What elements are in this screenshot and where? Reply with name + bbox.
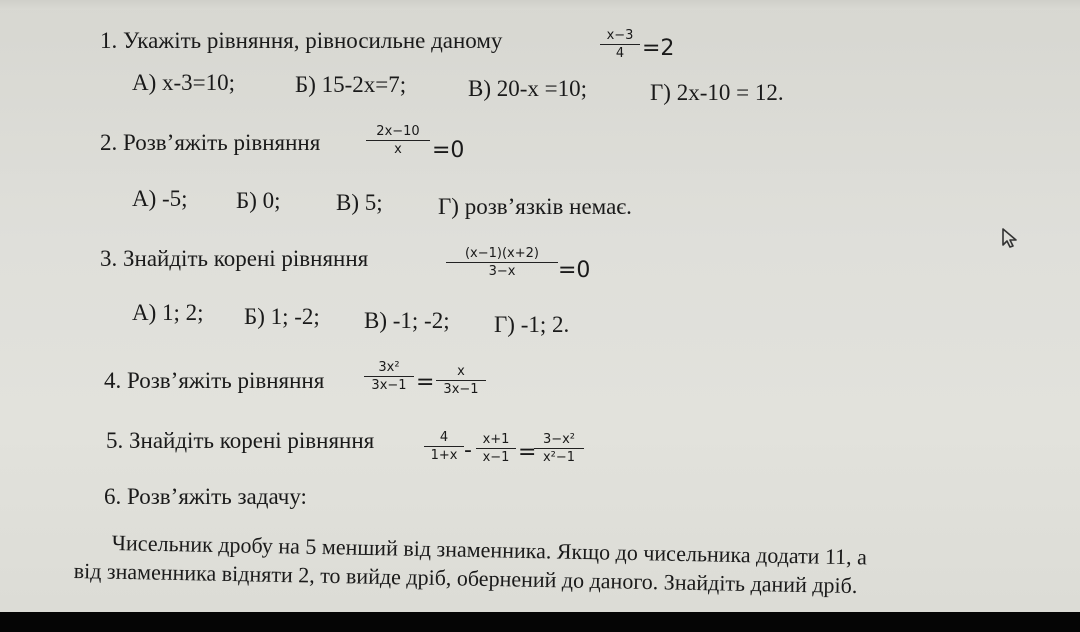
question-2-text: 2. Розв’яжіть рівняння (100, 130, 321, 155)
question-2-fraction (366, 124, 430, 157)
fraction-bar (600, 44, 640, 45)
fraction-denominator: 3x−1 (371, 378, 407, 393)
fraction-bar (364, 376, 414, 377)
q2-option-b: Б) 0; (236, 188, 281, 213)
fraction-denominator: x²−1 (542, 450, 576, 465)
question-5-minus: - (464, 438, 472, 463)
q3-option-c: В) -1; -2; (364, 308, 450, 333)
fraction-denominator: 4 (615, 46, 625, 61)
problem-text-line-2: від знаменника відняти 2, то вийде дріб, обернений до даного. Знайдіть даний дріб. (73, 558, 858, 599)
question-4-text: 4. Розв’яжіть рівняння (104, 368, 325, 393)
bottom-dark-edge (0, 612, 1080, 632)
q3-option-b: Б) 1; -2; (244, 304, 320, 329)
fraction-bar (424, 446, 464, 447)
fraction-bar (436, 380, 486, 381)
q3-option-a: А) 1; 2; (132, 300, 204, 325)
question-6-text: 6. Розв’яжіть задачу: (104, 484, 307, 509)
fraction-numerator: x (457, 364, 465, 379)
q3-option-d: Г) -1; 2. (494, 312, 570, 337)
fraction-denominator: 3x−1 (443, 382, 479, 397)
q2-option-c: В) 5; (336, 190, 383, 215)
top-edge (0, 0, 1080, 10)
q1-option-c: В) 20-х =10; (468, 76, 588, 101)
question-3-text: 3. Знайдіть корені рівняння (100, 246, 369, 271)
question-3-rhs: =0 (558, 258, 591, 283)
question-5-fraction-1 (424, 430, 464, 463)
q1-option-a: А) х-3=10; (132, 70, 236, 95)
fraction-numerator: 3x² (378, 360, 400, 375)
fraction-bar (446, 262, 558, 263)
q2-option-a: А) -5; (132, 186, 188, 211)
fraction-numerator: 4 (439, 430, 449, 445)
fraction-numerator: 2x−10 (376, 124, 420, 139)
fraction-denominator: x−1 (482, 450, 510, 465)
fraction-numerator: x−3 (606, 28, 634, 43)
q2-option-d: Г) розв’язків немає. (438, 194, 632, 219)
mouse-cursor-icon (1000, 226, 1022, 250)
question-4-fraction-left (364, 360, 414, 393)
question-4-fraction-right (436, 364, 486, 397)
question-5-fraction-2 (476, 432, 516, 465)
fraction-numerator: 3−x² (542, 432, 576, 447)
fraction-denominator: x (394, 142, 402, 157)
question-5-equals: = (518, 440, 537, 465)
question-5-text: 5. Знайдіть корені рівняння (106, 428, 375, 453)
fraction-bar (366, 140, 430, 141)
question-4-equals: = (416, 370, 435, 395)
fraction-bar (534, 448, 584, 449)
question-2-rhs: =0 (432, 138, 465, 163)
fraction-numerator: x+1 (482, 432, 510, 447)
question-1-fraction (600, 28, 640, 61)
problem-text-line-1: Чисельник дробу на 5 менший від знаменника. Якщо до чисельника додати 11, а (111, 530, 868, 570)
fraction-bar (476, 448, 516, 449)
question-5-fraction-3 (534, 432, 584, 465)
fraction-denominator: 3−x (488, 264, 516, 279)
question-3-fraction (446, 246, 558, 279)
fraction-numerator: (x−1)(x+2) (464, 246, 539, 261)
question-1-text: 1. Укажіть рівняння, рівносильне даному (100, 28, 503, 53)
q1-option-d: Г) 2х-10 = 12. (650, 80, 784, 105)
question-1-rhs: =2 (642, 36, 675, 61)
q1-option-b: Б) 15-2х=7; (295, 72, 407, 97)
fraction-denominator: 1+x (430, 448, 458, 463)
